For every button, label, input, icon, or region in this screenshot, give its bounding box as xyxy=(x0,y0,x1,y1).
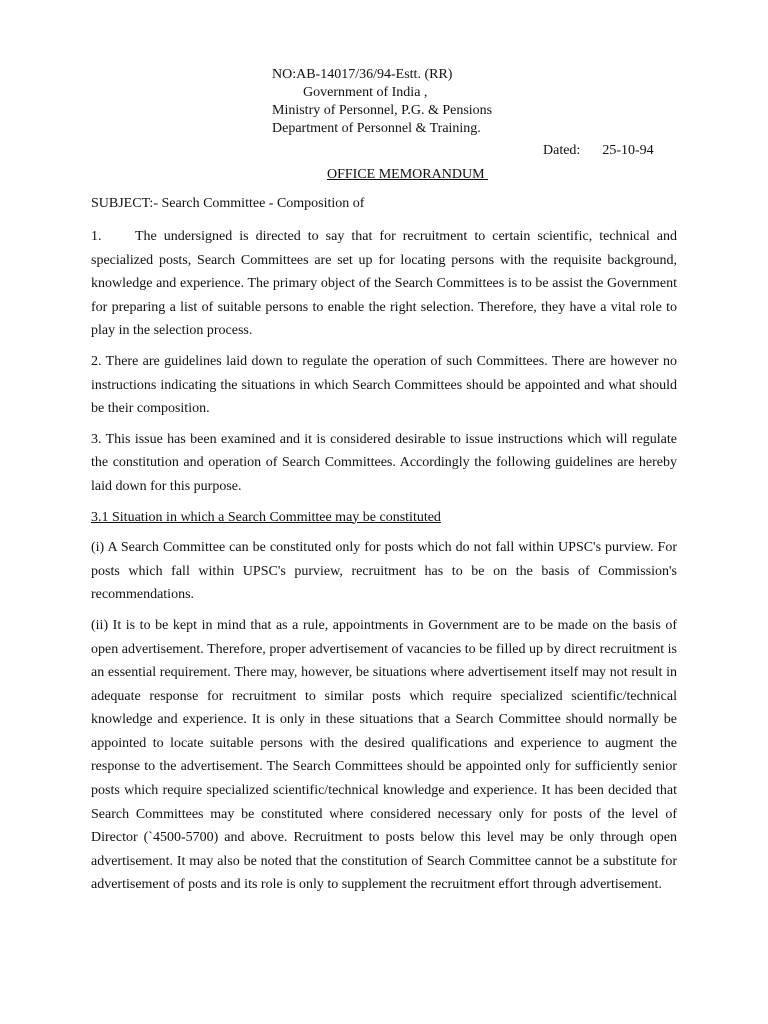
government-line: Government of India , xyxy=(303,85,428,100)
dated-value: 25-10-94 xyxy=(602,143,654,158)
paragraph-3: 3. This issue has been examined and it is considered desirable to issue instructions which will regulate the constitution and operation of Search Committees. Accordingly the following guidelines are hereby laid down for this purpose. xyxy=(91,431,677,494)
paragraph-2: 2. There are guidelines laid down to regulate the operation of such Committees. There are however no instructions indicating the situations in which Search Committees should be appointed and what should be their composition. xyxy=(91,353,677,417)
paragraph-1-text: The undersigned is directed to say that for recruitment to certain scientific, technical and specialized posts, Search Committees are set up for locating persons with the requisite background, knowledge and experience. The primary object of the Search Committees is to be assist the Government for preparing a list of suitable persons to enable the right selection. Therefore, they have a vital role to play in the selection process. xyxy=(91,229,677,339)
paragraph-1 xyxy=(91,225,677,343)
memo-body xyxy=(91,225,677,904)
letterhead xyxy=(272,66,632,138)
reference-number: NO:AB-14017/36/94-Estt. (RR) xyxy=(272,67,453,82)
subject-line: SUBJECT:- Search Committee - Composition of xyxy=(91,196,365,211)
paragraph-3-1-ii: (ii) It is to be kept in mind that as a rule, appointments in Government are to be made on the basis of open advertisement. Therefore, proper advertisement of vacancies to be filled up by direct recruitment is an essential requirement. There may, however, be situations where advertisement itself may not result in adequate response for recruitment to similar posts which require specialized scientific/technical knowledge and experience. It is only in these situations that a Search Committee should normally be appointed to locate suitable persons with the desired qualifications and experience to augment the response to the advertisement. The Search Committees should be appointed only for sufficiently senior posts which require specialized scientific/technical knowledge and experience. It has been decided that Search Committees may be constituted where considered necessary only for posts of the level of Director (`4500-5700) and above. Recruitment to posts below this level may be only through open advertisement. It may also be noted that the constitution of Search Committee cannot be a substitute for advertisement of posts and its role is only to supplement the recruitment effort through advertisement. xyxy=(91,617,677,893)
memo-title: OFFICE MEMORANDUM xyxy=(327,167,489,182)
section-3-1-heading: 3.1 Situation in which a Search Committee may be constituted xyxy=(91,509,441,525)
paragraph-3-1-i: (i) A Search Committee can be constituted only for posts which do not fall within UPSC's purview. For posts which fall within UPSC's purview, recruitment has to be on the basis of Commission's recommendations. xyxy=(91,540,677,603)
dated-line xyxy=(543,143,654,159)
paragraph-1-number: 1. xyxy=(91,229,102,244)
dated-label: Dated: xyxy=(543,143,581,158)
department-line: Department of Personnel & Training. xyxy=(272,121,481,136)
ministry-line: Ministry of Personnel, P.G. & Pensions xyxy=(272,103,493,118)
